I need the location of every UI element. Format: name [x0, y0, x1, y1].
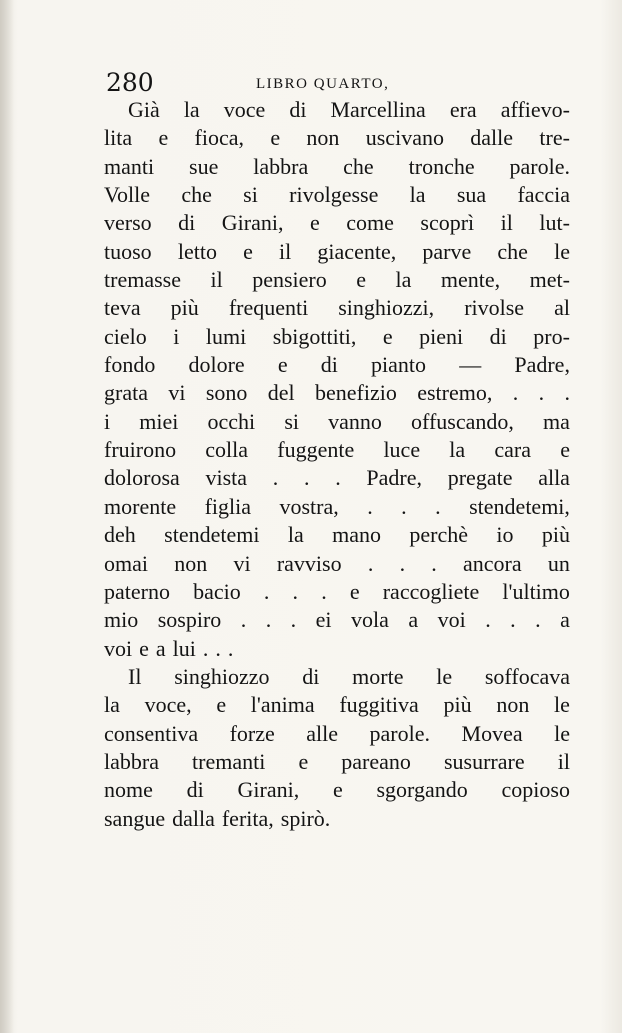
text-line: Già la voce di Marcellina era affievo- — [128, 97, 570, 122]
text-line: Il singhiozzo di morte le soffocava — [128, 663, 570, 689]
text-line: sangue dalla ferita, spirò. — [104, 805, 331, 831]
text-line: deh stendetemi la mano perchè io più — [104, 522, 570, 548]
text-line: la voce, e l'anima fuggitiva più non le — [104, 692, 570, 718]
text-line: cielo i lumi sbigottiti, e pieni di pro- — [104, 323, 570, 349]
text-line: Volle che si rivolgesse la sua faccia — [104, 182, 570, 208]
text-line: fondo dolore e di pianto — Padre, — [104, 352, 570, 378]
page-header — [106, 66, 586, 100]
text-line: omai non vi ravviso . . . ancora un — [104, 550, 570, 576]
text-line: voi e a lui . . . — [104, 635, 234, 661]
text-line: nome di Girani, e sgorgando copioso — [104, 777, 570, 803]
text-line: i miei occhi si vanno offuscando, ma — [104, 408, 570, 434]
text-line: lita e fioca, e non uscivano dalle tre- — [104, 125, 570, 151]
text-line: labbra tremanti e pareano susurrare il — [104, 748, 570, 774]
running-head: LIBRO QUARTO, — [256, 76, 390, 92]
text-line: dolorosa vista . . . Padre, pregate alla — [104, 465, 570, 491]
text-line: tremasse il pensiero e la mente, met- — [104, 267, 570, 293]
text-line: mio sospiro . . . ei vola a voi . . . a — [104, 607, 570, 633]
text-line: morente figlia vostra, . . . stendetemi, — [104, 493, 570, 519]
text-line: paterno bacio . . . e raccogliete l'ultimo — [104, 578, 570, 604]
text-line: verso di Girani, e come scoprì il lut- — [104, 210, 570, 236]
text-line: manti sue labbra che tronche parole. — [104, 153, 570, 179]
page-number: 280 — [106, 68, 154, 97]
text-line: consentiva forze alle parole. Movea le — [104, 720, 570, 746]
text-line: teva più frequenti singhiozzi, rivolse al — [104, 295, 570, 321]
text-line: tuoso letto e il giacente, parve che le — [104, 238, 570, 264]
text-line: fruirono colla fuggente luce la cara e — [104, 437, 570, 463]
body-text — [104, 96, 570, 833]
text-line: grata vi sono del benefizio estremo, . . . — [104, 380, 570, 406]
